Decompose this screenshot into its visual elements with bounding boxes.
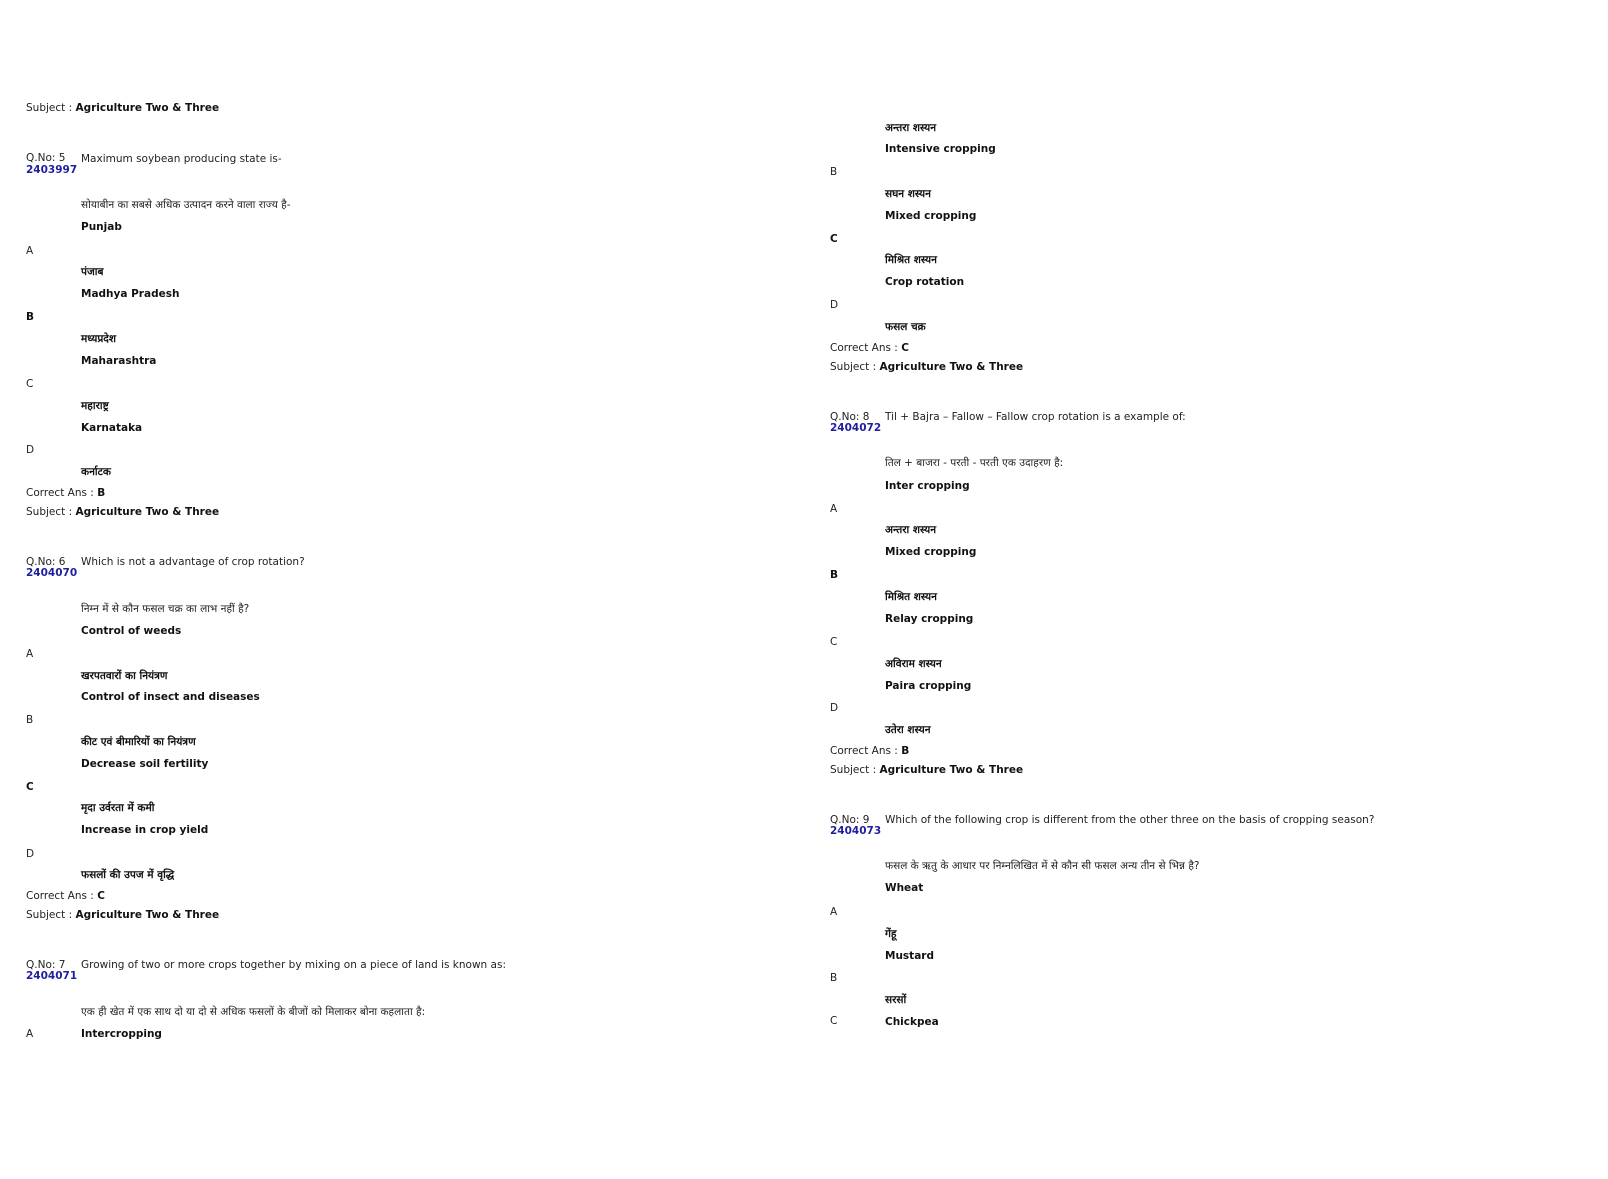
option-d-letter: D <box>830 702 839 714</box>
option-d-hindi: फसलों की उपज में वृद्धि <box>81 869 175 881</box>
question-id: 2404071 <box>26 970 78 982</box>
question-number: Q.No: 8 <box>830 411 870 423</box>
option-c-letter: C <box>830 233 838 245</box>
option-c-text: Decrease soil fertility <box>81 758 209 770</box>
option-c-text: Maharashtra <box>81 355 157 367</box>
option-a-hindi: अन्तरा शस्यन <box>885 524 937 536</box>
option-c-text: Chickpea <box>885 1016 939 1028</box>
option-d-text: Crop rotation <box>885 276 965 288</box>
option-d-letter: D <box>26 848 35 860</box>
option-b-text: Madhya Pradesh <box>81 288 180 300</box>
subject-line: Subject : Agriculture Two & Three <box>830 361 1024 373</box>
subject-line <box>26 102 219 115</box>
question-text-hindi: तिल + बाजरा - परती - परती एक उदाहरण है: <box>885 457 1064 469</box>
option-d-text: Paira cropping <box>885 680 972 692</box>
option-a-hindi: खरपतवारों का नियंत्रण <box>81 670 168 682</box>
correct-answer: Correct Ans : B <box>830 745 910 757</box>
option-c-hindi: मिश्रित शस्यन <box>885 254 937 266</box>
correct-answer: Correct Ans : C <box>830 342 909 354</box>
option-b-text: Control of insect and diseases <box>81 691 260 703</box>
option-d-text: Increase in crop yield <box>81 824 209 836</box>
question-number: Q.No: 5 <box>26 152 66 164</box>
question-number: Q.No: 9 <box>830 814 870 826</box>
option-c-hindi: मृदा उर्वरता में कमी <box>81 802 155 814</box>
question-number: Q.No: 7 <box>26 959 66 971</box>
option-b-text: Mixed cropping <box>885 546 977 558</box>
subject-line: Subject : Agriculture Two & Three <box>830 764 1024 776</box>
option-d-hindi: कर्नाटक <box>81 466 111 478</box>
option-c-hindi: अविराम शस्यन <box>885 658 942 670</box>
correct-answer: Correct Ans : C <box>26 890 105 902</box>
subject-label: Subject : <box>26 102 73 114</box>
option-d-letter: D <box>830 299 839 311</box>
question-text-hindi: फसल के ऋतु के आधार पर निम्नलिखित में से कौन सी फसल अन्य तीन से भिन्न है? <box>885 860 1200 872</box>
option-c-text: Mixed cropping <box>885 210 977 222</box>
question-text: Growing of two or more crops together by mixing on a piece of land is known as: <box>81 959 506 971</box>
question-text-hindi: सोयाबीन का सबसे अधिक उत्पादन करने वाला राज्य है- <box>81 199 291 211</box>
option-b-hindi: सघन शस्यन <box>885 188 931 200</box>
option-a-hindi: पंजाब <box>81 266 104 278</box>
question-text-hindi: निम्न में से कौन फसल चक्र का लाभ नहीं है? <box>81 603 250 615</box>
option-b-hindi: कीट एवं बीमारियों का नियंत्रण <box>81 736 196 748</box>
question-id: 2404072 <box>830 422 882 434</box>
option-b-text: Intensive cropping <box>885 143 996 155</box>
option-d-hindi: उतेरा शस्यन <box>885 724 931 736</box>
question-text: Which of the following crop is different from the other three on the basis of cropping season? <box>885 814 1375 826</box>
question-number: Q.No: 6 <box>26 556 66 568</box>
question-text: Til + Bajra – Fallow – Fallow crop rotation is a example of: <box>885 411 1186 423</box>
option-b-hindi: मध्यप्रदेश <box>81 333 117 345</box>
option-a-letter: A <box>830 906 838 918</box>
option-a-text: Punjab <box>81 221 122 233</box>
option-b-text: Mustard <box>885 950 934 962</box>
option-a-text: Intercropping <box>81 1028 162 1040</box>
option-a-letter: A <box>26 1028 34 1040</box>
option-b-letter: B <box>26 714 34 726</box>
option-b-letter: B <box>830 166 838 178</box>
option-a-hindi: अन्तरा शस्यन <box>885 122 937 134</box>
question-id: 2404073 <box>830 825 882 837</box>
subject-value: Agriculture Two & Three <box>75 102 220 114</box>
subject-line: Subject : Agriculture Two & Three <box>26 909 220 921</box>
option-a-text: Inter cropping <box>885 480 970 492</box>
option-c-letter: C <box>26 378 34 390</box>
option-a-letter: A <box>26 648 34 660</box>
correct-answer: Correct Ans : B <box>26 487 106 499</box>
option-b-letter: B <box>830 569 839 581</box>
option-a-letter: A <box>26 245 34 257</box>
option-c-letter: C <box>26 781 34 793</box>
question-text: Which is not a advantage of crop rotation? <box>81 556 305 568</box>
option-d-letter: D <box>26 444 35 456</box>
option-d-hindi: फसल चक्र <box>885 321 926 333</box>
option-b-letter: B <box>26 311 35 323</box>
option-a-hindi: गेंहू <box>885 928 897 940</box>
option-c-letter: C <box>830 1015 838 1027</box>
option-c-hindi: महाराष्ट्र <box>81 400 109 412</box>
option-a-text: Wheat <box>885 882 924 894</box>
option-c-letter: C <box>830 636 838 648</box>
question-text-hindi: एक ही खेत में एक साथ दो या दो से अधिक फसलों के बीजों को मिलाकर बोना कहलाता है: <box>81 1006 426 1018</box>
question-id: 2403997 <box>26 164 78 176</box>
question-text: Maximum soybean producing state is- <box>81 153 282 165</box>
option-b-hindi: मिश्रित शस्यन <box>885 591 937 603</box>
question-id: 2404070 <box>26 567 78 579</box>
option-b-letter: B <box>830 972 838 984</box>
option-c-text: Relay cropping <box>885 613 974 625</box>
option-b-hindi: सरसों <box>885 994 907 1006</box>
option-a-letter: A <box>830 503 838 515</box>
subject-line: Subject : Agriculture Two & Three <box>26 506 220 518</box>
option-a-text: Control of weeds <box>81 625 182 637</box>
option-d-text: Karnataka <box>81 422 143 434</box>
